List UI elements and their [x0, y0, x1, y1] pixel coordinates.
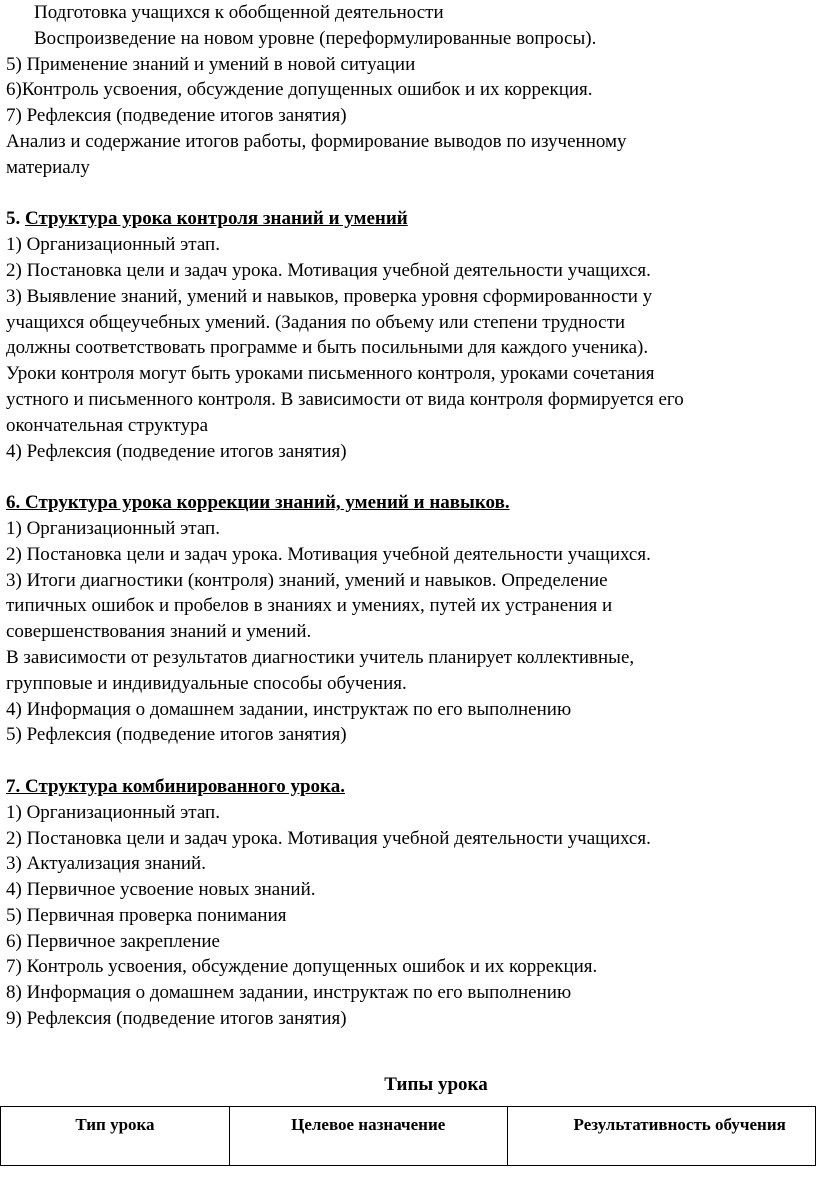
section-5-line: окончательная структура [6, 414, 209, 436]
section-6-line: совершенствования знаний и умений. [6, 621, 312, 643]
section-7-line: 1) Организационный этап. [6, 801, 220, 823]
document-page [6, 0, 816, 1032]
section-5-heading [6, 206, 816, 232]
paragraph-gap [6, 464, 816, 490]
text-line: Анализ и содержание итогов работы, формирование выводов по изученному [6, 130, 627, 152]
text-line: материалу [6, 156, 90, 178]
section-6-line: групповые и индивидуальные способы обучения. [6, 672, 407, 694]
paragraph-gap [6, 181, 816, 207]
section-7-line: 8) Информация о домашнем задании, инструктаж по его выполнению [6, 982, 572, 1004]
section-5-line: 2) Постановка цели и задач урока. Мотивация учебной деятельности учащихся. [6, 259, 651, 281]
section-7-line: 5) Первичная проверка понимания [6, 904, 287, 926]
header-lesson-type: Тип урока [1, 1107, 230, 1166]
section-6-line: В зависимости от результатов диагностики учитель планирует коллективные, [6, 646, 635, 668]
section-6-line: 3) Итоги диагностики (контроля) знаний, умений и навыков. Определение [6, 569, 608, 591]
section-7-line: 2) Постановка цели и задач урока. Мотивация учебной деятельности учащихся. [6, 827, 651, 849]
section-6-line: типичных ошибок и пробелов в знаниях и умениях, путей их устранения и [6, 595, 613, 617]
section-7-line: 7) Контроль усвоения, обсуждение допущенных ошибок и их коррекция. [6, 956, 598, 978]
section-6-line: 2) Постановка цели и задач урока. Мотивация учебной деятельности учащихся. [6, 543, 651, 565]
section-7-line: 3) Актуализация знаний. [6, 853, 206, 875]
header-learning-effectiveness: Результативность обучения [507, 1107, 815, 1166]
table-header-row [1, 1107, 816, 1166]
section-6-line: 1) Организационный этап. [6, 517, 220, 539]
table-title: Типы урока [384, 1074, 488, 1095]
section-7-line: 9) Рефлексия (подведение итогов занятия) [6, 1008, 347, 1030]
section-5-line: должны соответствовать программе и быть посильными для каждого ученика). [6, 337, 649, 359]
text-line: 7) Рефлексия (подведение итогов занятия) [6, 105, 347, 127]
section-6-line: 4) Информация о домашнем задании, инструктаж по его выполнению [6, 698, 572, 720]
section-7-title: 7. Структура комбинированного урока. [6, 775, 345, 797]
paragraph-gap [6, 748, 816, 774]
lesson-types-table [0, 1106, 816, 1166]
header-target-purpose: Целевое назначение [229, 1107, 507, 1166]
section-6-heading [6, 490, 816, 516]
section-5-line: Уроки контроля могут быть уроками письменного контроля, уроками сочетания [6, 363, 655, 385]
section-7-heading [6, 774, 816, 800]
section-5-title: Структура урока контроля знаний и умений [25, 208, 408, 230]
section-5-number: 5. [6, 208, 25, 230]
text-line: 6)Контроль усвоения, обсуждение допущенных ошибок и их коррекция. [6, 79, 593, 101]
section-7-line: 6) Первичное закрепление [6, 930, 220, 952]
section-6-line: 5) Рефлексия (подведение итогов занятия) [6, 724, 347, 746]
text-line: Воспроизведение на новом уровне (переформулированные вопросы). [34, 27, 597, 49]
section-5-line: устного и письменного контроля. В зависимости от вида контроля формируется его [6, 388, 684, 410]
section-5-line: 4) Рефлексия (подведение итогов занятия) [6, 440, 347, 462]
section-6-title: 6. Структура урока коррекции знаний, умений и навыков. [6, 492, 510, 514]
section-5-line: 3) Выявление знаний, умений и навыков, проверка уровня сформированности у [6, 285, 653, 307]
text-line: Подготовка учащихся к обобщенной деятельности [34, 2, 444, 23]
text-line: 5) Применение знаний и умений в новой ситуации [6, 53, 416, 75]
section-5-line: учащихся общеучебных умений. (Задания по объему или степени трудности [6, 311, 626, 333]
section-5-line: 1) Организационный этап. [6, 234, 220, 256]
section-7-line: 4) Первичное усвоение новых знаний. [6, 879, 316, 901]
